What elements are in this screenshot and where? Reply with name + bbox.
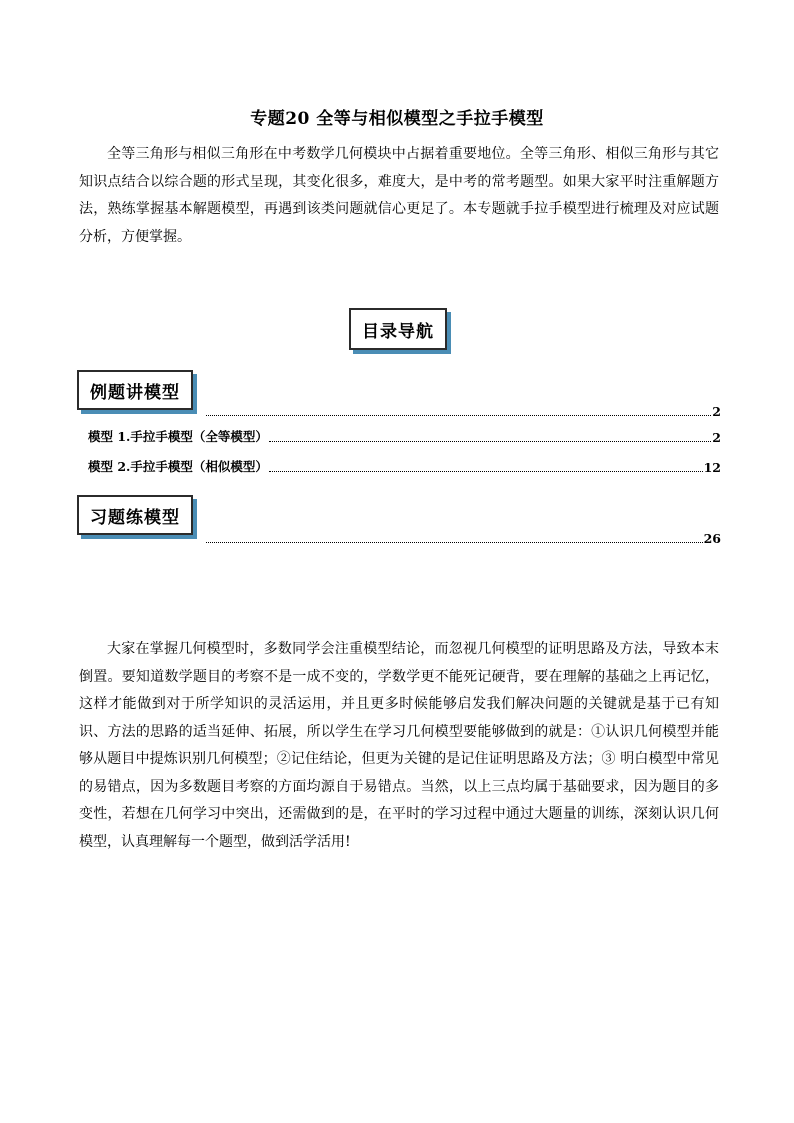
practice-heading: 习题练模型 bbox=[90, 507, 180, 528]
intro-paragraph: 全等三角形与相似三角形在中考数学几何模块中占据着重要地位。全等三角形、相似三角形与其它知识点结合以综合题的形式呈现，其变化很多，难度大，是中考的常考题型。如果大家平时注重解题方法，熟练掌握基本解题模型，再遇到该类问题就信心更足了。本专题就手拉手模型进行梳理及对应试题分析，方便掌握。 bbox=[79, 146, 719, 245]
toc-entry-examples[interactable] bbox=[205, 404, 721, 419]
practice-heading-box bbox=[77, 495, 193, 535]
examples-heading-box bbox=[77, 370, 193, 410]
toc-page-number: 12 bbox=[703, 460, 721, 475]
toc-page-number: 2 bbox=[712, 430, 721, 445]
toc-leader-dots bbox=[269, 470, 703, 472]
page-title: 专题20 全等与相似模型之手拉手模型 bbox=[250, 109, 544, 129]
toc-entry-model-1[interactable] bbox=[88, 427, 721, 445]
toc-entry-label: 模型 2.手拉手模型（相似模型） bbox=[88, 459, 268, 474]
outro-paragraph: 大家在掌握几何模型时，多数同学会注重模型结论，而忽视几何模型的证明思路及方法，导致本末倒置。要知道数学题目的考察不是一成不变的，学数学更不能死记硬背，要在理解的基础之上再记忆，这样才能做到对于所学知识的灵活运用，并且更多时候能够启发我们解决问题的关键就是基于已有知识、方法的思路的适当延伸、拓展，所以学生在学习几何模型要能够做到的就是：①认识几何模型并能够从题目中提炼识别几何模型；②记住结论，但更为关键的是记住证明思路及方法；③ 明白模型中常见的易错点，因为多数题目考察的方面均源自于易错点。当然，以上三点均属于基础要求，因为题目的多变性，若想在几何学习中突出，还需做到的是，在平时的学习过程中通过大题量的训练，深刻认识几何模型，认真理解每一个题型，做到活学活用! bbox=[79, 641, 719, 850]
toc-leader-dots bbox=[269, 440, 711, 442]
toc-entry-model-2[interactable] bbox=[88, 457, 721, 475]
toc-heading: 目录导航 bbox=[362, 321, 434, 342]
toc-page-number: 2 bbox=[712, 404, 721, 419]
toc-page-number: 26 bbox=[703, 531, 721, 546]
toc-heading-box bbox=[349, 308, 447, 350]
toc-leader-dots bbox=[206, 414, 711, 416]
toc-leader-dots bbox=[206, 541, 703, 543]
toc-entry-practice[interactable] bbox=[205, 531, 721, 546]
toc-entry-label: 模型 1.手拉手模型（全等模型） bbox=[88, 429, 268, 444]
examples-heading: 例题讲模型 bbox=[90, 382, 180, 403]
